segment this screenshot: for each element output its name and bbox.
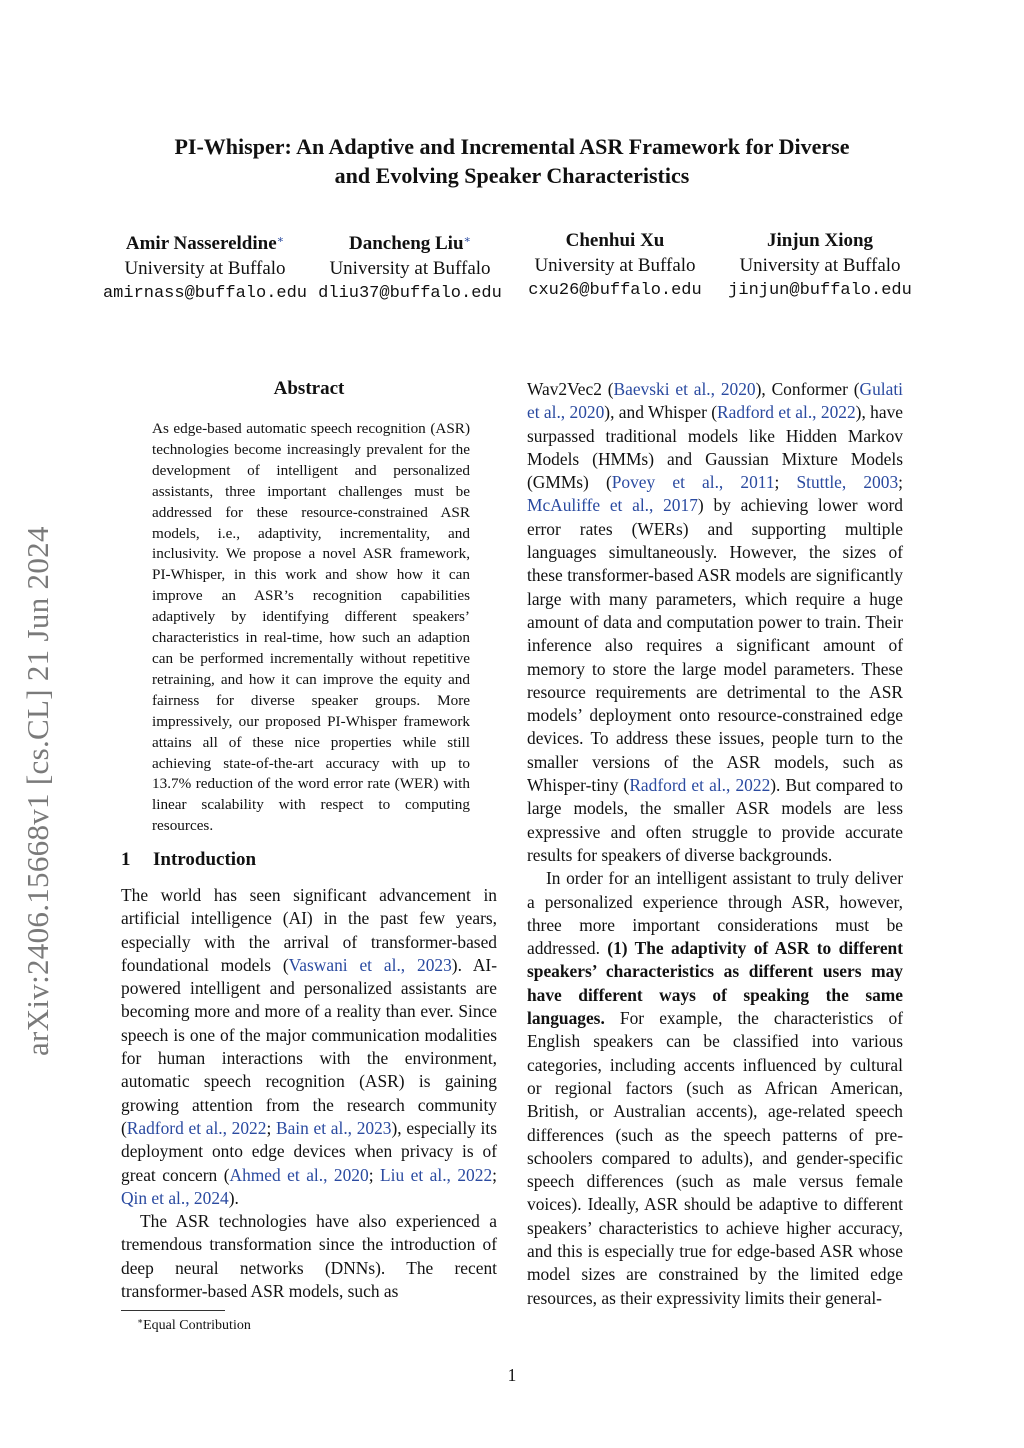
author-email[interactable]: cxu26@buffalo.edu xyxy=(528,281,702,300)
equal-contribution-mark: ∗ xyxy=(463,234,472,246)
citation-link[interactable]: Radford et al., 2022 xyxy=(629,775,771,796)
title-line-1: PI-Whisper: An Adaptive and Incremental ASR Framework for Diverse xyxy=(174,134,850,159)
right-column xyxy=(527,378,903,1310)
citation-link[interactable]: Gulati et al., 2020 xyxy=(527,379,903,423)
text-run: In order for an intelligent assistant to truly deliver a personalized experience through ASR, however, three more important considerations must be addressed. xyxy=(527,868,903,959)
author-name: Chenhui Xu xyxy=(565,230,665,251)
arxiv-identifier: arXiv:2406.15668v1 [cs.CL] 21 Jun 2024 xyxy=(20,526,55,1056)
intro-paragraph-2: The ASR technologies have also experienced a tremendous transformation since the introduction of deep neural networks (DNNs). The recent transformer-based ASR models, such as xyxy=(121,1211,497,1302)
citation-link[interactable]: Stuttle, 2003 xyxy=(796,472,899,493)
footnote-text: Equal Contribution xyxy=(143,1318,251,1333)
author-block xyxy=(310,228,510,306)
author-email[interactable]: dliu37@buffalo.edu xyxy=(318,284,502,303)
text-run: ). But compared to large models, the smaller ASR models are less expressive and often struggle to provide accurate results for speakers of diverse backgrounds. xyxy=(527,775,903,865)
text-run: ; xyxy=(774,472,797,493)
text-run: ), especially its deployment onto edge devices when privacy is of great concern ( xyxy=(121,1117,497,1185)
author-name: Dancheng Liu xyxy=(348,233,464,254)
text-run: ; xyxy=(898,472,903,493)
author-affiliation: University at Buffalo xyxy=(329,258,491,279)
text-run: For example, the characteristics of English speakers can be classified into various categories, including accents influenced by cultural or regional factors (such as African American, British, or Australian accents), age-related speech differences (such as the speech patterns of pre-schoolers compared to adults), and gender-specific speech differences (such as male versus female voices). Ideally, ASR should be adaptive to different speakers’ characteristics to achieve higher accuracy, and this is especially true for edge-based ASR whose model sizes are constrained by the limited edge resources, as their expressivity limits their general- xyxy=(527,1008,903,1308)
text-run: ), and Whisper ( xyxy=(604,402,718,423)
author-affiliation: University at Buffalo xyxy=(534,255,696,276)
right-paragraph-1 xyxy=(527,378,903,867)
text-run: Wav2Vec2 ( xyxy=(527,379,614,399)
text-run: ; xyxy=(368,1164,381,1185)
citation-link[interactable]: Radford et al., 2022 xyxy=(717,402,856,423)
text-run: ). AI-powered intelligent and personalized assistants are becoming more and more of a reality than ever. Since speech is one of the major communication modalities for human interactions with the environment, automatic speech recognition (ASR) is gaining growing attention from the research community ( xyxy=(121,954,497,1138)
text-run: ; xyxy=(266,1117,276,1138)
equal-contribution-mark: ∗ xyxy=(276,234,285,246)
citation-link[interactable]: Baevski et al., 2020 xyxy=(613,379,756,399)
citation-link[interactable]: Vaswani et al., 2023 xyxy=(288,954,452,975)
page-number: 1 xyxy=(507,1365,517,1385)
text-run: ) by achieving lower word error rates (WERs) and supporting multiple languages simultaneously. However, the sizes of these transformer-based ASR models are significantly large with many parameters, which require a huge amount of data and computation power to train. Their inference also requires a significant amount of memory to store the large model parameters. These resource requirements are detrimental to the ASR models’ deployment onto resource-constrained edge devices. To address these issues, people turn to the smaller versions of the ASR models, such as Whisper-tiny ( xyxy=(527,495,903,796)
citation-link[interactable]: Liu et al., 2022 xyxy=(380,1164,493,1185)
citation-link[interactable]: McAuliffe et al., 2017 xyxy=(527,495,698,516)
author-block xyxy=(720,228,920,303)
text-run: ), have surpassed traditional models like Hidden Markov Models (HMMs) and Gaussian Mixture Models (GMMs) ( xyxy=(527,402,903,493)
citation-link[interactable]: Qin et al., 2024 xyxy=(121,1187,229,1208)
author-affiliation: University at Buffalo xyxy=(739,255,901,276)
footnote xyxy=(137,1316,251,1334)
citation-link[interactable]: Bain et al., 2023 xyxy=(275,1117,392,1138)
text-run: The world has seen significant advancement in artificial intelligence (AI) in the past few years, especially with the arrival of transformer-based foundational models ( xyxy=(121,885,497,975)
abstract-text: As edge-based automatic speech recognition (ASR) technologies become increasingly prevalent for the development of intelligent and personalized assistants, three important challenges must be addressed for these resource-constrained ASR models, i.e., adaptivity, incrementality, and inclusivity. We propose a novel ASR framework, PI-Whisper, in this work and show how it can improve an ASR’s recognition capabilities adaptively by identifying different speakers’ characteristics in real-time, how such an adaption can be performed incrementally without repetitive retraining, and how it can improve the equity and fairness for diverse speaker groups. More impressively, our proposed PI-Whisper framework attains all of these nice properties while still achieving state-of-the-art accuracy with up to 13.7% reduction of the word error rate (WER) with linear scalability with respect to computing resources. xyxy=(152,420,470,835)
author-block xyxy=(515,228,715,303)
section-heading xyxy=(121,849,256,871)
citation-link[interactable]: Radford et al., 2022 xyxy=(126,1117,267,1138)
title-line-2: and Evolving Speaker Characteristics xyxy=(334,163,690,188)
footnote-rule xyxy=(121,1310,225,1311)
author-name: Jinjun Xiong xyxy=(766,230,874,251)
section-number: 1 xyxy=(121,849,131,870)
text-run: ). xyxy=(228,1187,239,1208)
citation-link[interactable]: Povey et al., 2011 xyxy=(611,472,775,493)
author-affiliation: University at Buffalo xyxy=(124,258,286,279)
emphasized-text: (1) The adaptivity of ASR to different speakers’ characteristics as different users may have different ways of speaking the same languages. xyxy=(527,938,904,1029)
abstract-heading: Abstract xyxy=(273,378,345,399)
author-block xyxy=(100,228,310,306)
footnote-mark: ∗ xyxy=(137,1316,144,1326)
author-email[interactable]: amirnass@buffalo.edu xyxy=(102,284,308,303)
section-title: Introduction xyxy=(153,849,257,870)
author-email[interactable]: jinjun@buffalo.edu xyxy=(728,281,912,300)
intro-paragraph-1 xyxy=(121,884,497,1210)
paper-title xyxy=(110,132,914,190)
right-paragraph-2 xyxy=(527,867,903,1310)
author-name: Amir Nassereldine xyxy=(125,233,277,254)
left-column xyxy=(121,884,497,1303)
text-run: ), Conformer ( xyxy=(755,379,860,399)
text-run: ; xyxy=(492,1164,497,1185)
citation-link[interactable]: Ahmed et al., 2020 xyxy=(229,1164,369,1185)
